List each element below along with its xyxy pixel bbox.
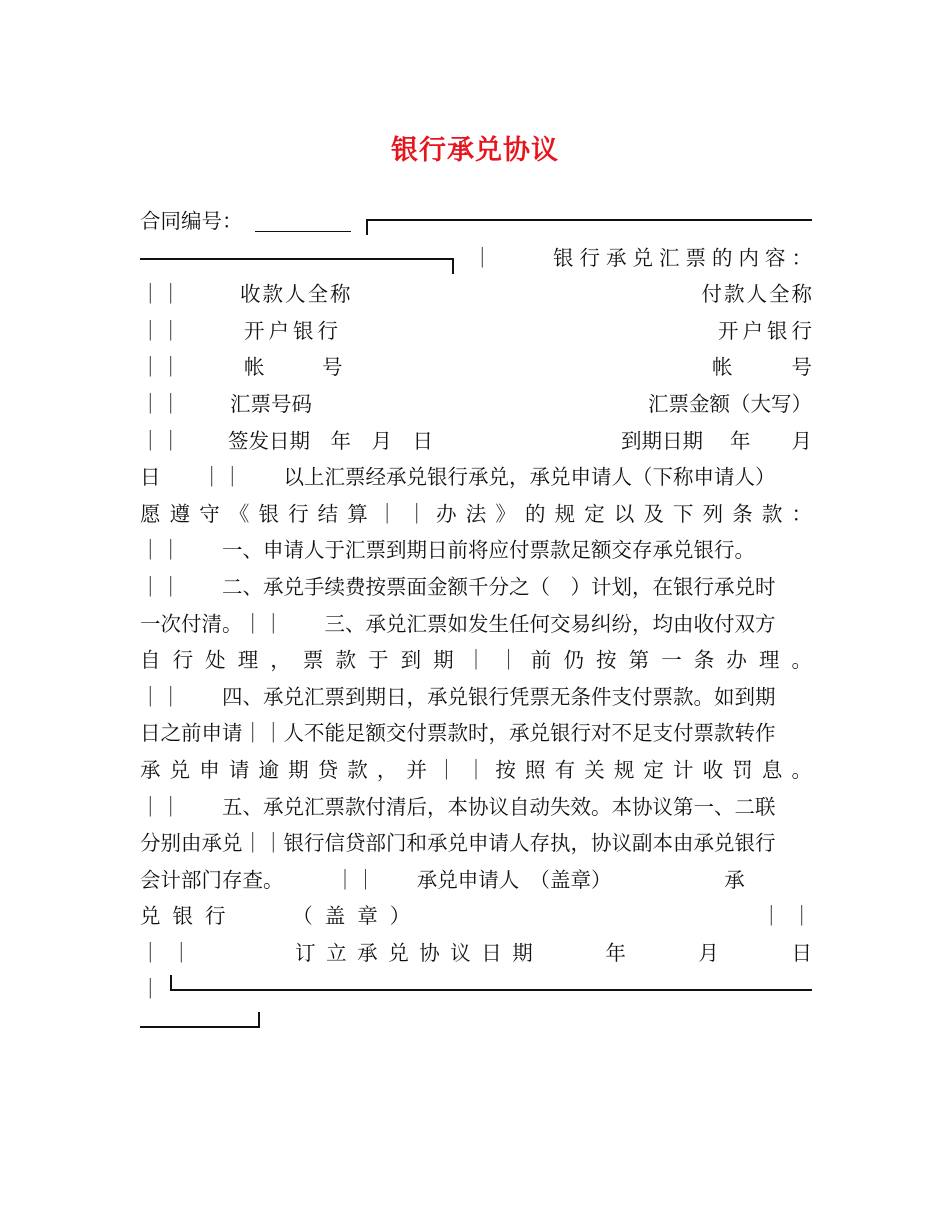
payer-account-label-b: 号 bbox=[791, 355, 812, 380]
payee-name-label: 收款人全称 bbox=[240, 282, 353, 307]
agreement-body bbox=[140, 203, 822, 1045]
clause-1: ｜｜ 一、申请人于汇票到期日前将应付票款足额交存承兑银行。 bbox=[140, 538, 755, 563]
clause-5: ｜｜ 五、承兑汇票款付清后，本协议自动失效。本协议第一、二联 bbox=[140, 794, 776, 819]
box-bottom-continued bbox=[140, 1008, 812, 1045]
clause-4: ｜｜ 四、承兑汇票到期日，承兑银行凭票无条件支付票款。如到期 bbox=[140, 684, 776, 709]
document-title: 银行承兑协议 bbox=[391, 135, 559, 166]
row-bars: ｜｜ bbox=[140, 355, 181, 380]
bill-number-label: 汇票号码 bbox=[230, 391, 312, 416]
box-bar: ｜ bbox=[140, 977, 161, 1002]
payee-bank-label: 开户银行 bbox=[244, 318, 342, 343]
body-line-9: 愿遵守《银行结算｜｜办法》的规定以及下列条款： bbox=[140, 501, 812, 526]
account-line bbox=[140, 349, 812, 386]
box-bottom-line bbox=[140, 971, 812, 1008]
body-line-16: 承兑申请逾期贷款，并｜｜按照有关规定计收罚息。 bbox=[140, 757, 812, 782]
issue-date-label: 签发日期 年 月 日 bbox=[228, 428, 433, 453]
bill-number-amount-line bbox=[140, 386, 812, 423]
box-bottom-border-continued bbox=[140, 1026, 258, 1028]
payer-account-label-a: 帐 bbox=[712, 355, 733, 380]
box-top-border-continued bbox=[140, 258, 452, 260]
row-bars: ｜｜ bbox=[140, 282, 181, 307]
payer-bank-label: 开户银行 bbox=[718, 318, 816, 343]
payee-payer-line bbox=[140, 276, 812, 313]
dates-line bbox=[140, 423, 812, 460]
signature-line: 会计部门存查。 ｜｜ 承兑申请人 （盖章） 承 bbox=[140, 867, 745, 892]
box-bottom-border bbox=[170, 989, 812, 991]
bank-line bbox=[140, 313, 816, 350]
payee-account-label-b: 号 bbox=[322, 355, 343, 380]
body-line-18: 分别由承兑｜｜银行信贷部门和承兑申请人存执，协议副本由承兑银行 bbox=[140, 831, 776, 856]
body-line-12: 一次付清。｜｜ 三、承兑汇票如发生任何交易纠纷，均由收付双方 bbox=[140, 611, 776, 636]
box-bar: ｜ bbox=[472, 245, 493, 270]
box-top-border bbox=[366, 219, 812, 221]
body-line-15: 日之前申请｜｜人不能足额交付票款时，承兑银行对不足支付票款转作 bbox=[140, 721, 776, 746]
row-bars: ｜｜ bbox=[140, 428, 181, 453]
row-bars: ｜｜ bbox=[140, 318, 181, 343]
bank-seal-label: 兑银行 （盖章） bbox=[140, 904, 423, 929]
contract-number-blank bbox=[255, 209, 351, 232]
body-line-13: 自行处理，票款于到期｜｜前仍按第一条办理。 bbox=[140, 648, 812, 673]
agreement-date-line: ｜｜ 订立承兑协议日期 年 月 日 bbox=[140, 940, 812, 965]
due-date-label: 到期日期 年 月 bbox=[620, 428, 812, 453]
row-bars: ｜｜ bbox=[761, 904, 822, 929]
payee-account-label-a: 帐 bbox=[244, 355, 265, 380]
contract-number-line bbox=[140, 203, 812, 240]
body-line-8: 日 ｜｜ 以上汇票经承兑银行承兑，承兑申请人（下称申请人） bbox=[140, 465, 776, 490]
contract-number-label: 合同编号： bbox=[140, 209, 243, 233]
bill-amount-label: 汇票金额（大写） bbox=[648, 391, 812, 416]
payer-name-label: 付款人全称 bbox=[701, 282, 814, 307]
clause-2: ｜｜ 二、承兑手续费按票面金额千分之（ ）计划，在银行承兑时 bbox=[140, 574, 776, 599]
box-corner-top-left bbox=[366, 219, 368, 235]
row-bars: ｜｜ bbox=[140, 391, 181, 416]
bill-content-heading: 银行承兑汇票的内容： bbox=[553, 245, 818, 270]
box-corner-bottom-right bbox=[258, 1012, 260, 1028]
bank-seal-line bbox=[140, 898, 822, 935]
box-header-line bbox=[140, 240, 818, 277]
box-corner-top-right bbox=[452, 258, 454, 274]
